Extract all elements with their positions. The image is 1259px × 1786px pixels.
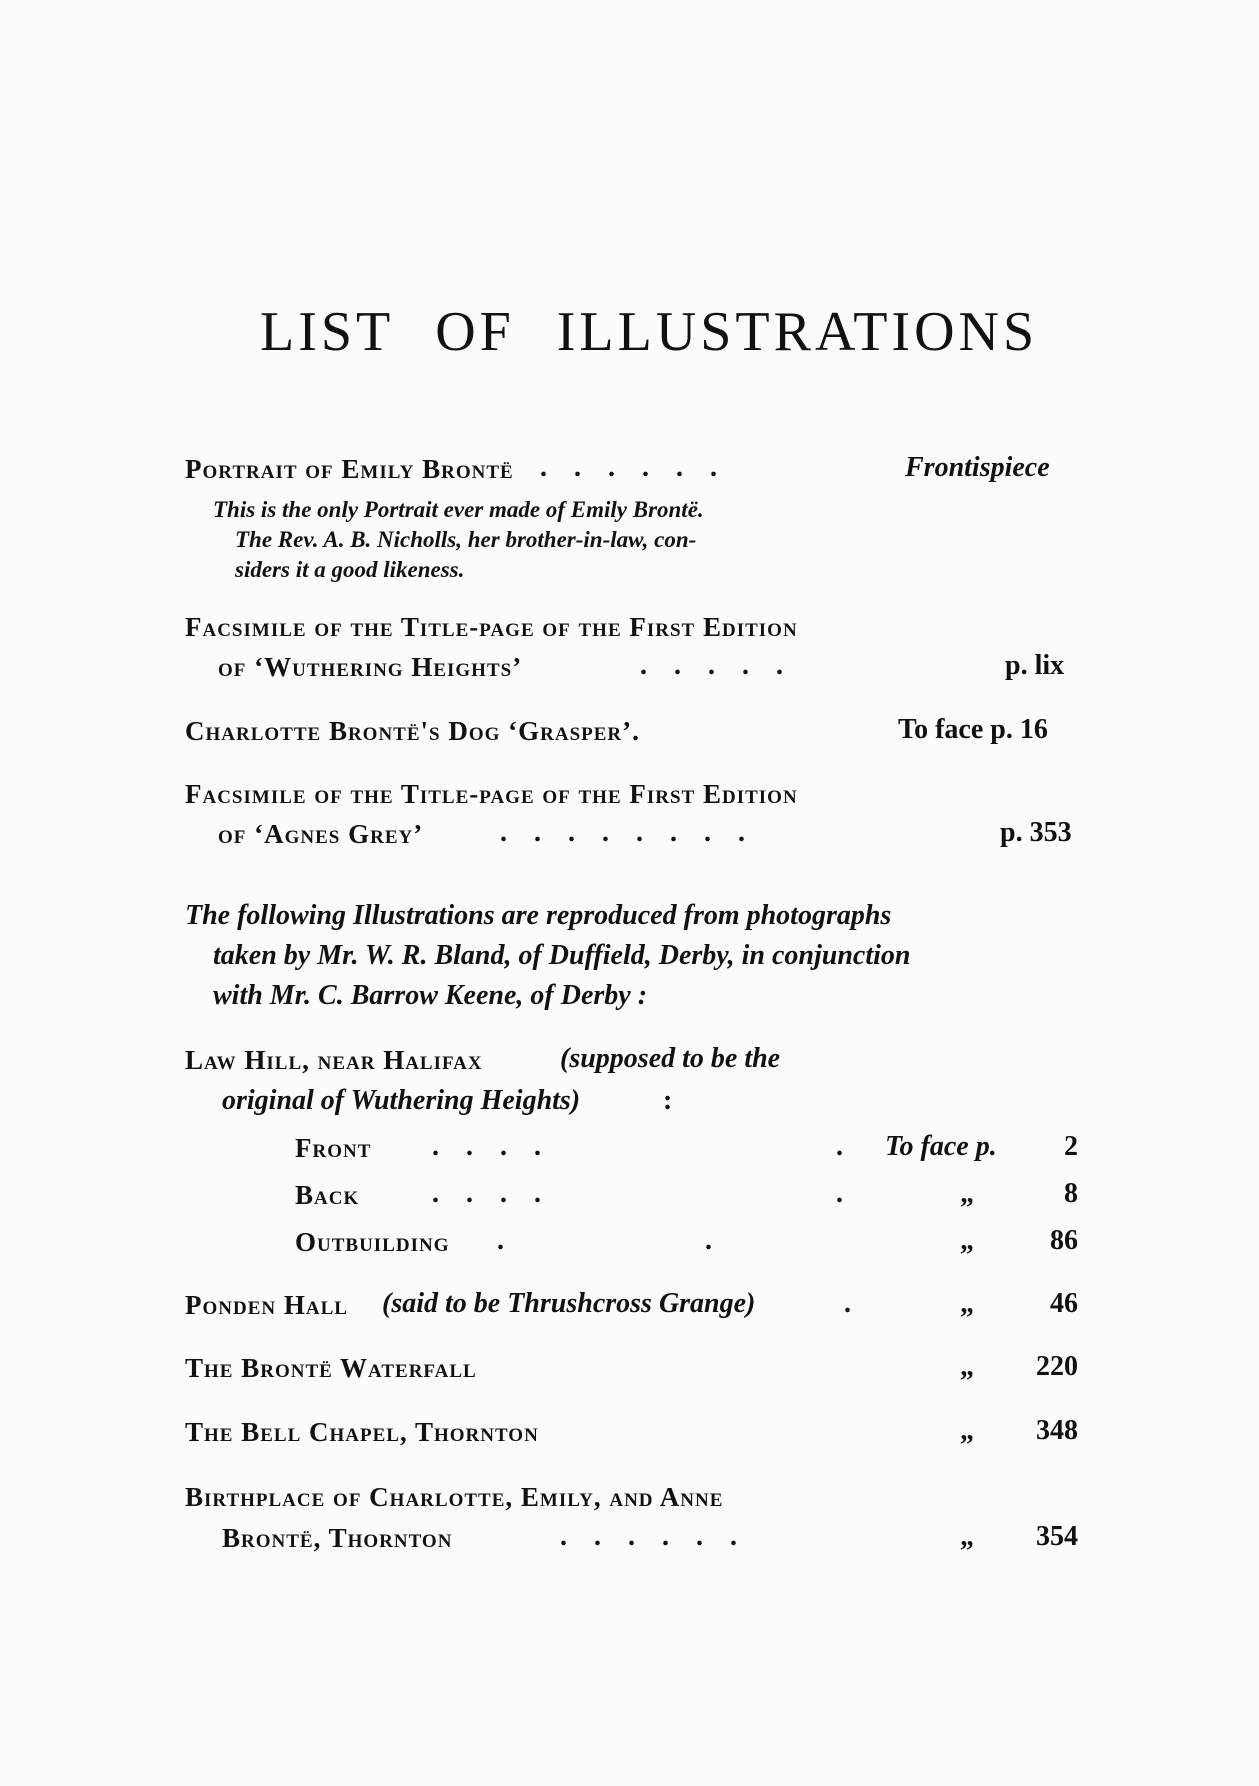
- entry-grasper-title: Charlotte Brontë's Dog ‘Grasper’.: [185, 716, 640, 746]
- sub-entry-back: Back: [295, 1180, 360, 1210]
- sub-entry-outbuilding: Outbuilding: [295, 1227, 450, 1257]
- entry-facsimile-wh-line2: of ‘Wuthering Heights’: [218, 652, 523, 682]
- leader-dots: ....: [432, 1178, 568, 1209]
- entry-law-hill-colon: :: [663, 1085, 673, 1116]
- photo-note-line-1: The following Illustrations are reproduced from photographs: [185, 900, 892, 931]
- entry-birthplace-page: 354: [1036, 1521, 1078, 1552]
- leader-dots: .: [844, 1288, 878, 1319]
- sub-entry-back-ref: „: [960, 1178, 974, 1209]
- leader-dots: ....: [432, 1131, 568, 1162]
- entry-birthplace-line2: Brontë, Thornton: [222, 1523, 453, 1553]
- photo-note-line-3: with Mr. C. Barrow Keene, of Derby :: [213, 980, 648, 1011]
- leader-dots: ........: [500, 817, 772, 848]
- entry-facsimile-wh-page: p. lix: [1005, 650, 1065, 681]
- entry-ponden-title: Ponden Hall: [185, 1290, 348, 1320]
- leader-dots: .....: [640, 650, 810, 681]
- entry-facsimile-ag-page: p. 353: [1000, 817, 1072, 848]
- sub-entry-front-ref: To face p.: [885, 1131, 997, 1162]
- sub-entry-front: Front: [295, 1133, 372, 1163]
- entry-birthplace-line1: Birthplace of Charlotte, Emily, and Anne: [185, 1482, 724, 1512]
- entry-chapel-ref: „: [960, 1415, 974, 1446]
- entry-law-hill-note-1: (supposed to be the: [560, 1043, 781, 1074]
- entry-chapel-title: The Bell Chapel, Thornton: [185, 1417, 539, 1447]
- entry-ponden-page: 46: [1050, 1288, 1078, 1319]
- entry-ponden-note: (said to be Thrushcross Grange): [382, 1288, 756, 1319]
- entry-waterfall-title: The Brontë Waterfall: [185, 1353, 477, 1383]
- entry-portrait-page: Frontispiece: [905, 452, 1050, 483]
- sub-entry-front-page: 2: [1064, 1131, 1078, 1162]
- entry-facsimile-ag-line1: Facsimile of the Title-page of the First Edition: [185, 779, 798, 809]
- leader-dots: .: [836, 1131, 870, 1162]
- entry-waterfall-ref: „: [960, 1351, 974, 1382]
- entry-waterfall-page: 220: [1036, 1351, 1078, 1382]
- entry-portrait-note-3: siders it a good likeness.: [235, 557, 465, 582]
- entry-portrait-note-2: The Rev. A. B. Nicholls, her brother-in-law, con-: [235, 527, 697, 552]
- entry-facsimile-ag-line2: of ‘Agnes Grey’: [218, 819, 424, 849]
- entry-facsimile-wh-line1: Facsimile of the Title-page of the First Edition: [185, 612, 798, 642]
- page-title: LIST OF ILLUSTRATIONS: [260, 301, 1039, 363]
- entry-portrait-note-1: This is the only Portrait ever made of Emily Brontë.: [213, 497, 704, 522]
- leader-dots: .: [836, 1178, 870, 1209]
- entry-ponden-ref: „: [960, 1288, 974, 1319]
- sub-entry-outbuilding-page: 86: [1050, 1225, 1078, 1256]
- sub-entry-outbuilding-ref: „: [960, 1225, 974, 1256]
- photo-note-line-2: taken by Mr. W. R. Bland, of Duffield, Derby, in conjunction: [213, 940, 911, 971]
- entry-law-hill-title: Law Hill, near Halifax: [185, 1045, 483, 1075]
- entry-birthplace-ref: „: [960, 1521, 974, 1552]
- leader-dots: ......: [540, 452, 744, 483]
- entry-law-hill-note-2: original of Wuthering Heights): [222, 1085, 581, 1116]
- leader-dots: .: [705, 1225, 739, 1256]
- leader-dots: .: [497, 1225, 531, 1256]
- entry-portrait-title: Portrait of Emily Brontë: [185, 454, 514, 484]
- entry-grasper-page: To face p. 16: [898, 714, 1048, 745]
- sub-entry-back-page: 8: [1064, 1178, 1078, 1209]
- leader-dots: ......: [560, 1521, 764, 1552]
- entry-chapel-page: 348: [1036, 1415, 1078, 1446]
